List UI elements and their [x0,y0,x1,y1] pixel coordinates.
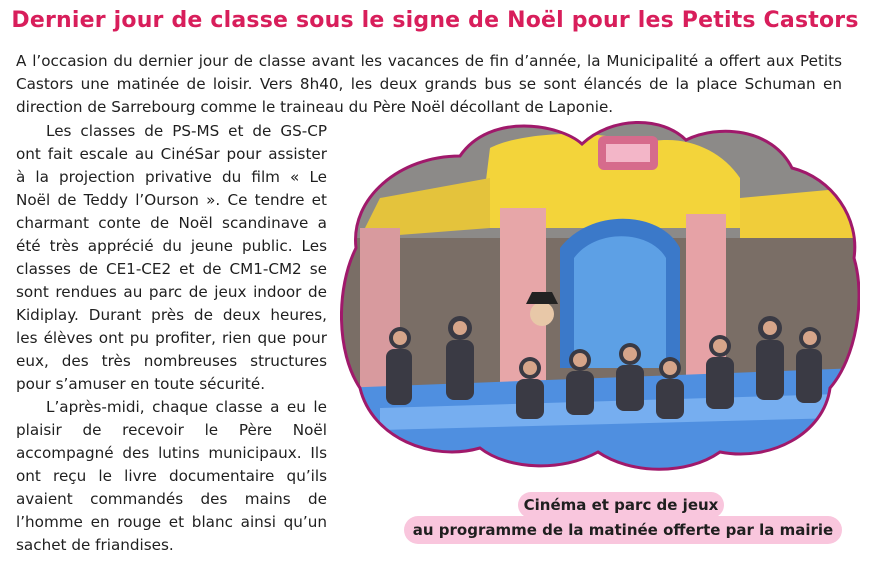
photo-caption [404,488,844,548]
article-body [16,120,327,557]
article-title: Dernier jour de classe sous le signe de Noël pour les Petits Castors [11,8,859,33]
caption-line-1: Cinéma et parc de jeux [518,492,724,518]
body-paragraph-2: L’après-midi, chaque classe a eu le plaisir de recevoir le Père Noël accompagné des lutins municipaux. Ils ont reçu le livre documentaire qu’ils avaient commandés des mains de l’homme en rouge et blanc ainsi qu’un sachet de friandises. [16,398,327,554]
caption-line-2: au programme de la matinée offerte par la mairie [404,516,842,544]
group-photo [340,118,860,478]
intro-paragraph: A l’occasion du dernier jour de classe avant les vacances de fin d’année, la Municipalité a offert aux Petits Castors une matinée de loisir. Vers 8h40, les deux grands bus se sont élancés de la place Schuman en direction de Sarrebourg comme le traineau du Père Noël décollant de Laponie. [16,52,842,116]
body-paragraph-1: Les classes de PS-MS et de GS-CP ont fait escale au CinéSar pour assister à la projection privative du film « Le Noël de Teddy l’Ourson ». Ce tendre et charmant conte de Noël scandinave a été très apprécié du jeune public. Les classes de CE1-CE2 et de CM1-CM2 se sont rendues au parc de jeux indoor de Kidiplay. Durant près de deux heures, les élèves ont pu profiter, rien que pour eux, des très nombreuses structures pour s’amuser en toute sécurité. [16,122,327,393]
